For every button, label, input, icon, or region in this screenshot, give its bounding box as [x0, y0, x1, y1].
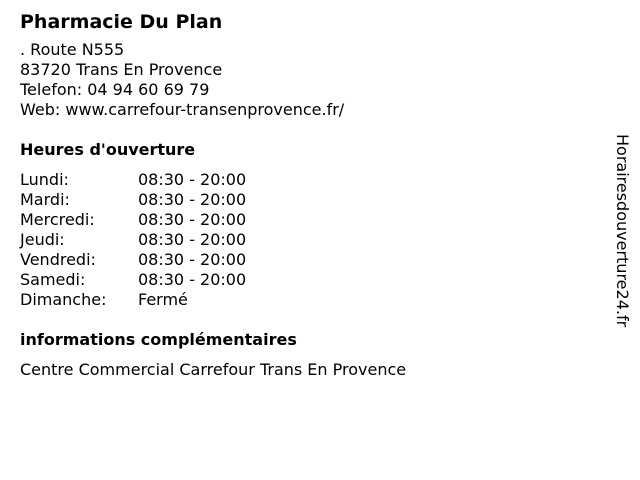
pharmacy-card	[20, 8, 590, 380]
hours-time: Fermé	[138, 290, 188, 309]
phone-line: Telefon: 04 94 60 69 79	[20, 80, 210, 99]
hours-row-monday	[20, 170, 590, 190]
hours-row-friday	[20, 250, 590, 270]
opening-hours-table	[20, 170, 590, 310]
opening-hours-heading: Heures d'ouverture	[20, 140, 196, 159]
address-street: . Route N555	[20, 40, 125, 59]
hours-row-saturday	[20, 270, 590, 290]
hours-time: 08:30 - 20:00	[138, 270, 247, 289]
hours-day: Vendredi:	[20, 250, 96, 269]
hours-day: Lundi:	[20, 170, 69, 189]
web-line: Web: www.carrefour-transenprovence.fr/	[20, 100, 345, 119]
hours-time: 08:30 - 20:00	[138, 170, 247, 189]
hours-time: 08:30 - 20:00	[138, 210, 247, 229]
hours-time: 08:30 - 20:00	[138, 230, 247, 249]
hours-day: Jeudi:	[20, 230, 65, 249]
hours-day: Mercredi:	[20, 210, 95, 229]
hours-day: Dimanche:	[20, 290, 107, 309]
pharmacy-name: Pharmacie Du Plan	[20, 11, 223, 33]
address-block	[20, 40, 590, 120]
extra-info-text: Centre Commercial Carrefour Trans En Provence	[20, 360, 407, 379]
hours-time: 08:30 - 20:00	[138, 250, 247, 269]
extra-info-heading: informations complémentaires	[20, 330, 297, 349]
site-watermark: Horairesdouverture24.fr	[613, 134, 632, 328]
hours-day: Mardi:	[20, 190, 70, 209]
hours-day: Samedi:	[20, 270, 86, 289]
address-city: 83720 Trans En Provence	[20, 60, 223, 79]
hours-row-tuesday	[20, 190, 590, 210]
hours-row-thursday	[20, 230, 590, 250]
hours-time: 08:30 - 20:00	[138, 190, 247, 209]
hours-row-sunday	[20, 290, 590, 310]
hours-row-wednesday	[20, 210, 590, 230]
